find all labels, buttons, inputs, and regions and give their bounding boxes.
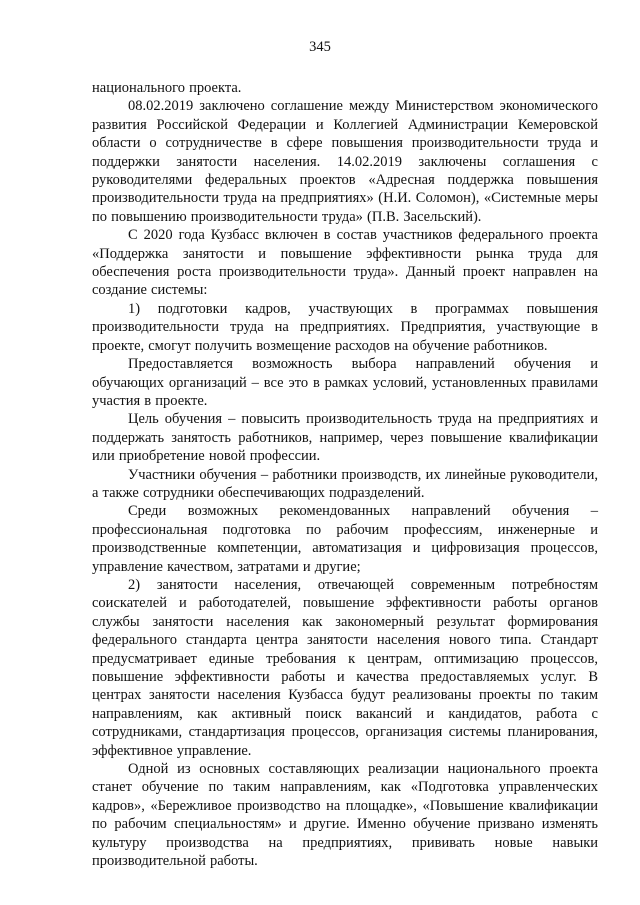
paragraph-item-1-training: 1) подготовки кадров, участвующих в программах повышения производительности труда на предприятиях. Предприятия, участвующие в проекте, смогут получить возмещение расходов на обучение работников. bbox=[92, 300, 598, 354]
page-number: 345 bbox=[309, 39, 331, 55]
paragraph-participants: Участники обучения – работники производств, их линейные руководители, а также сотрудники обеспечивающих подразделений. bbox=[92, 466, 598, 501]
paragraph-agreements: 08.02.2019 заключено соглашение между Министерством экономического развития Российской Федерации и Коллегией Администрации Кемеровской области о сотрудничестве в сфере повышения производительности труда и поддержки занятости населения. 14.02.2019 заключены соглашения с руководителями федеральных проектов «Адресная поддержка повышения производительности труда на предприятиях» (Н.И. Соломон), «Системные меры по повышению производительности труда» (П.В. Засельский). bbox=[92, 98, 598, 225]
paragraph-continuation: национального проекта. bbox=[92, 80, 242, 96]
paragraph-training-goal: Цель обучения – повысить производительность труда на предприятиях и поддержать занятость работников, например, через повышение квалификации или приобретение новой профессии. bbox=[92, 411, 598, 465]
paragraph-training-culture: Одной из основных составляющих реализации национального проекта станет обучение по таким направлениям, как «Подготовка управленческих кадров», «Бережливое производство на площадке», «Повышение квалификации по рабочим специальностям» и другие. Именно обучение призвано изменять культуру производства на предприятиях, прививать новые навыки производительной работы. bbox=[92, 761, 598, 870]
paragraph-training-directions: Среди возможных рекомендованных направлений обучения – профессиональная подготовка по рабочим профессиям, инженерные и производственные компетенции, автоматизация и цифровизация процессов, управление качеством, затратами и другие; bbox=[92, 503, 598, 575]
paragraph-federal-project: С 2020 года Кузбасс включен в состав участников федерального проекта «Поддержка занятости и повышение эффективности рынка труда для обеспечения роста производительности труда». Данный проект направлен на создание системы: bbox=[92, 227, 598, 299]
paragraph-training-choice: Предоставляется возможность выбора направлений обучения и обучающих организаций – все это в рамках условий, установленных правилами участия в проекте. bbox=[92, 356, 598, 409]
document-body bbox=[92, 79, 598, 870]
paragraph-item-2-employment: 2) занятости населения, отвечающей современным потребностям соискателей и работодателей, повышение эффективности работы органов службы занятости населения как закономерный результат формирования федерального стандарта центра занятости населения нового типа. Стандарт предусматривает единые требования к центрам, оптимизацию процессов, повышение эффективности работы и качества предоставляемых услуг. В центрах занятости населения Кузбасса будут реализованы проекты по таким направлениям, как активный поиск вакансий и кандидатов, работа с сотрудниками, стандартизация процессов, организация системы планирования, эффективное управление. bbox=[92, 576, 598, 759]
